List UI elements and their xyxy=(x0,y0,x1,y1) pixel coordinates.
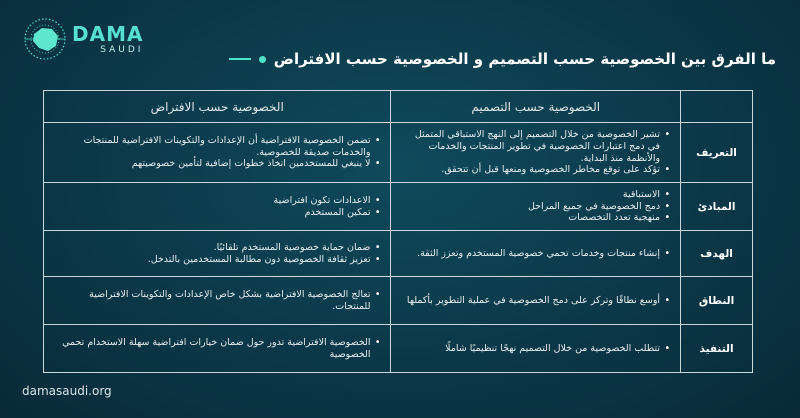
list-item: • الاستباقية xyxy=(399,189,670,201)
table-row xyxy=(44,123,753,183)
list-item: • الاعدادات تكون افتراضية xyxy=(52,195,380,207)
list-item: • منهجية تعدد التخصصات xyxy=(399,212,670,224)
header-empty xyxy=(681,91,753,123)
default-cell xyxy=(44,325,391,373)
list-item: • دمج الخصوصية في جميع المراحل xyxy=(399,201,670,213)
row-label: المبادئ xyxy=(681,183,753,231)
design-cell xyxy=(391,277,681,325)
page-title: ما الفرق بين الخصوصية حسب التصميم و الخصوصية حسب الافتراض xyxy=(273,50,776,68)
row-label: التنفيذ xyxy=(681,325,753,373)
row-label: الهدف xyxy=(681,231,753,277)
table-row xyxy=(44,231,753,277)
list-item: • أوسع نطاقًا وتركز على دمج الخصوصية في عملية التطوير بأكملها xyxy=(399,295,670,307)
list-item: • تعزيز ثقافة الخصوصية دون مطالبة المستخدمين بالتدخل. xyxy=(52,254,380,266)
list-item: • تشير الخصوصية من خلال التصميم إلى النهج الاستباقي المتمثل في دمج اعتبارات الخصوصية في تطوير المنتجات والخدمات والأنظمة منذ البداية. xyxy=(399,129,670,165)
table-row xyxy=(44,325,753,373)
brand-name: DAMA xyxy=(72,21,144,46)
design-cell xyxy=(391,183,681,231)
list-item: • تمكين المستخدم xyxy=(52,207,380,219)
default-cell xyxy=(44,277,391,325)
table-row xyxy=(44,183,753,231)
title-line-icon xyxy=(229,58,251,60)
list-item: • إنشاء منتجات وخدمات تحمي خصوصية المستخدم وتعزز الثقة. xyxy=(399,248,670,260)
row-label: التعريف xyxy=(681,123,753,183)
footer-url: damasaudi.org xyxy=(22,384,112,398)
list-item: • تؤكد على توقع مخاطر الخصوصية ومنعها قبل أن تتحقق. xyxy=(399,164,670,176)
design-cell xyxy=(391,231,681,277)
header-design: الخصوصية حسب التصميم xyxy=(391,91,681,123)
globe-map-icon xyxy=(22,16,68,62)
list-item: • تضمن الخصوصية الافتراضية أن الإعدادات والتكوينات الافتراضية للمنتجات والخدمات صديقة للخصوصية. xyxy=(52,135,380,159)
list-item: • ضمان حماية خصوصية المستخدم تلقائيًا. xyxy=(52,242,380,254)
table-row xyxy=(44,277,753,325)
list-item: • تتطلب الخصوصية من خلال التصميم نهجًا تنظيميًا شاملًا xyxy=(399,343,670,355)
header-default: الخصوصية حسب الافتراض xyxy=(44,91,391,123)
title-row xyxy=(225,50,776,68)
brand-sub: SAUDI xyxy=(100,44,144,55)
brand-logo xyxy=(22,16,143,62)
design-cell xyxy=(391,325,681,373)
list-item: • تعالج الخصوصية الافتراضية بشكل خاص الإعدادات والتكوينات الافتراضية للمنتجات. xyxy=(52,289,380,313)
list-item: • الخصوصية الافتراضية تدور حول ضمان خيارات افتراضية سهلة الاستخدام تحمي الخصوصية xyxy=(52,337,380,361)
default-cell xyxy=(44,231,391,277)
design-cell xyxy=(391,123,681,183)
list-item: • لا ينبغي للمستخدمين اتخاذ خطوات إضافية لتأمين خصوصيتهم xyxy=(52,158,380,170)
row-label: النطاق xyxy=(681,277,753,325)
title-dot-icon xyxy=(259,56,266,63)
default-cell xyxy=(44,183,391,231)
table-header-row xyxy=(44,91,753,123)
comparison-table xyxy=(43,90,753,373)
default-cell xyxy=(44,123,391,183)
